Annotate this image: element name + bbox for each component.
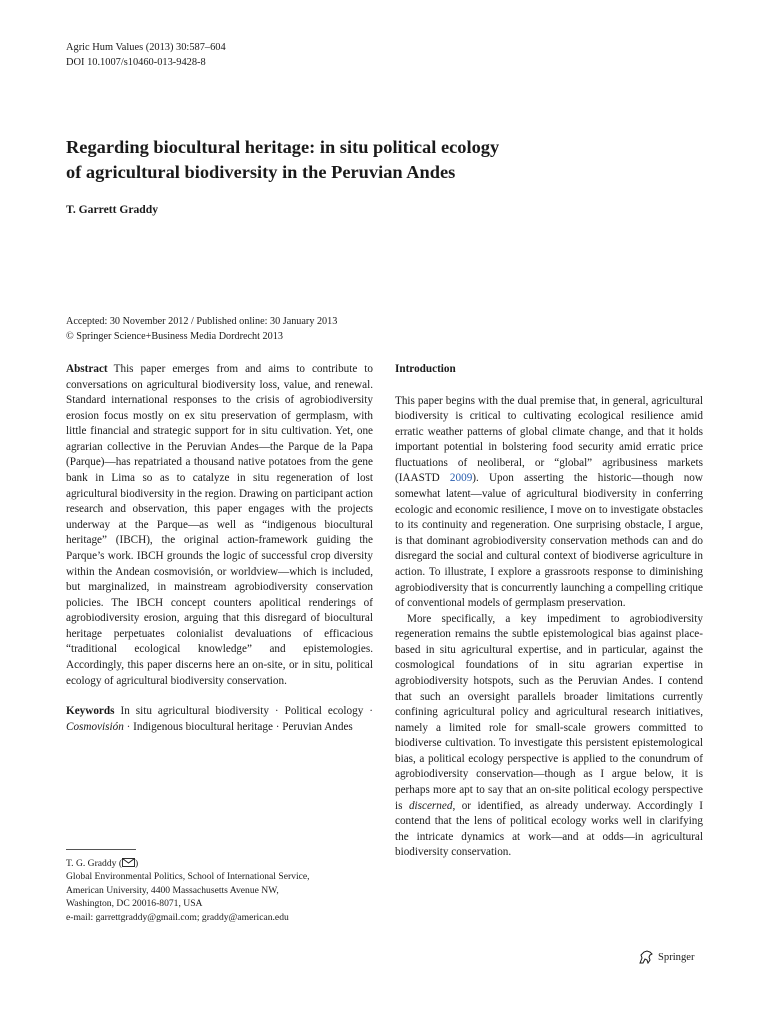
footnote-rule [66,849,136,850]
abstract-text: This paper emerges from and aims to contribute to conversations on agricultural biodiversity loss, value, and renewal. Standard international responses to the crisis of agrobiodiversity erosion focus mostly on ex situ preservation of germplasm, with little financial and strategic support for in situ cultivation. Yet, one agrarian collective in the Peruvian Andes—the Parque de la Papa (Parque)—has repatriated a thousand native potatoes from the gene bank in Lima so as to catalyze in situ regeneration of lost agricultural biodiversity in the region. Drawing on participant action research and observation, this paper engages with the projects underway at the Parque—as well as “indigenous biocultural heritage” (IBCH), the original action-framework guiding the Parque’s work. IBCH grounds the logic of successful crop diversity within the Andean cosmovisión, or worldview—which is included, but marginalized, in mainstream agrobiodiversity conservation policies. The IBCH concept counters apolitical renderings of agrobiodiversity erosion, arguing that this disregard of biocultural heritage perpetuates colonialist devaluations of efficacious “traditional ecological knowledge” and epistemologies. Accordingly, this paper discerns here an on-site, or in situ, political ecology of agricultural biodiversity conservation. [66,363,373,687]
paper-title [66,135,706,185]
publication-dates [66,314,337,344]
accepted-line: Accepted: 30 November 2012 / Published online: 30 January 2013 [66,316,338,327]
footnote-name-end: ) [135,858,139,869]
footnote-affiliation3: Washington, DC 20016-8071, USA [66,898,203,910]
journal-citation: Agric Hum Values (2013) 30:587–604 [66,42,226,53]
keywords-label: Keywords [66,705,115,718]
intro-p2-text-a: More specifically, a key impediment to agrobiodiversity regeneration remains the subtle epistemological bias against place-based in situ agricultural expertise, and in particular, against the cosmological foundations of in situ agrarian expertise in agrobiodiversity hotspots, such as the Peruvian Andes. I contend that such an oversight parallels broader limitations currently confining agricultural policy and agricultural research initiatives, namely a limited role for small-scale growers committed to biodiverse cultivation. To investigate this persistent epistemological bias, a political ecology perspective is applied to the conundrum of agrobiodiversity conservation—though as I argue below, it is perhaps more apt to say that an on-site political ecology perspective is [395,612,703,812]
copyright-line: © Springer Science+Business Media Dordrecht 2013 [66,331,283,342]
author-footnote [66,857,373,924]
keywords-italic: Cosmovisión [66,720,124,733]
intro-paragraph-2 [395,612,703,861]
intro-p1-text-a: This paper begins with the dual premise that, in general, agricultural biodiversity is critical to cultivating ecological resilience amid erratic weather patterns of global climate change, and that it holds important potential in bolstering food security amid erratic price fluctuations of neoliberal, or “global” agribusiness markets (IAASTD [395,394,703,485]
footnote-affiliation1: Global Environmental Politics, School of International Service, [66,871,310,883]
intro-p1-text-b: ). Upon asserting the historic—though now somewhat latent—value of agricultural biodiversity in conferring ecologic and economic resilience, I move on to investigate obstacles to its continuity and regeneration. One surprising obstacle, I argue, is that dominant agrobiodiversity conservation methods can and do disregard the social and cultural context of biodiverse agriculture in action. To illustrate, I explore a grassroots response to diminishing agrobiodiversity that is concurrently launching a compelling critique of conventional models of germplasm preservation. [395,472,703,610]
keywords-part2: · Indigenous biocultural heritage · Peruvian Andes [123,720,353,733]
intro-paragraph-1 [395,394,703,612]
publisher-logo [638,950,694,964]
footnote-name-text: T. G. Graddy ( [66,858,123,869]
left-column [66,362,373,735]
journal-doi: DOI 10.1007/s10460-013-9428-8 [66,57,206,68]
introduction-heading: Introduction [395,363,456,375]
footnote-affiliation2: American University, 4400 Massachusetts Avenue NW, [66,884,279,896]
paper-title-line2: of agricultural biodiversity in the Peruvian Andes [66,162,456,182]
abstract-label: Abstract [66,363,108,375]
paper-title-line1: Regarding biocultural heritage: in situ political ecology [66,137,500,157]
keywords-part1: In situ agricultural biodiversity · Political ecology · [120,705,373,718]
publisher-name: Springer [658,951,695,963]
keywords [66,704,373,735]
journal-info [66,40,226,70]
right-column [395,362,703,861]
intro-p2-italic: discerned [408,799,453,812]
abstract [66,362,373,689]
footnote-name [66,857,373,870]
springer-horse-icon [638,950,654,964]
citation-link-2009[interactable]: 2009 [449,472,473,485]
footnote-email[interactable]: e-mail: garrettgraddy@gmail.com; graddy@american.edu [66,911,289,923]
envelope-icon [122,858,135,867]
intro-p2-text-b: , or identified, as already underway. Accordingly I contend that the lens of political ecology works well in clarifying the intricate dynamics at work—and at odds—in agricultural biodiversity conservation. [395,799,703,859]
author-name: T. Garrett Graddy [66,203,158,216]
